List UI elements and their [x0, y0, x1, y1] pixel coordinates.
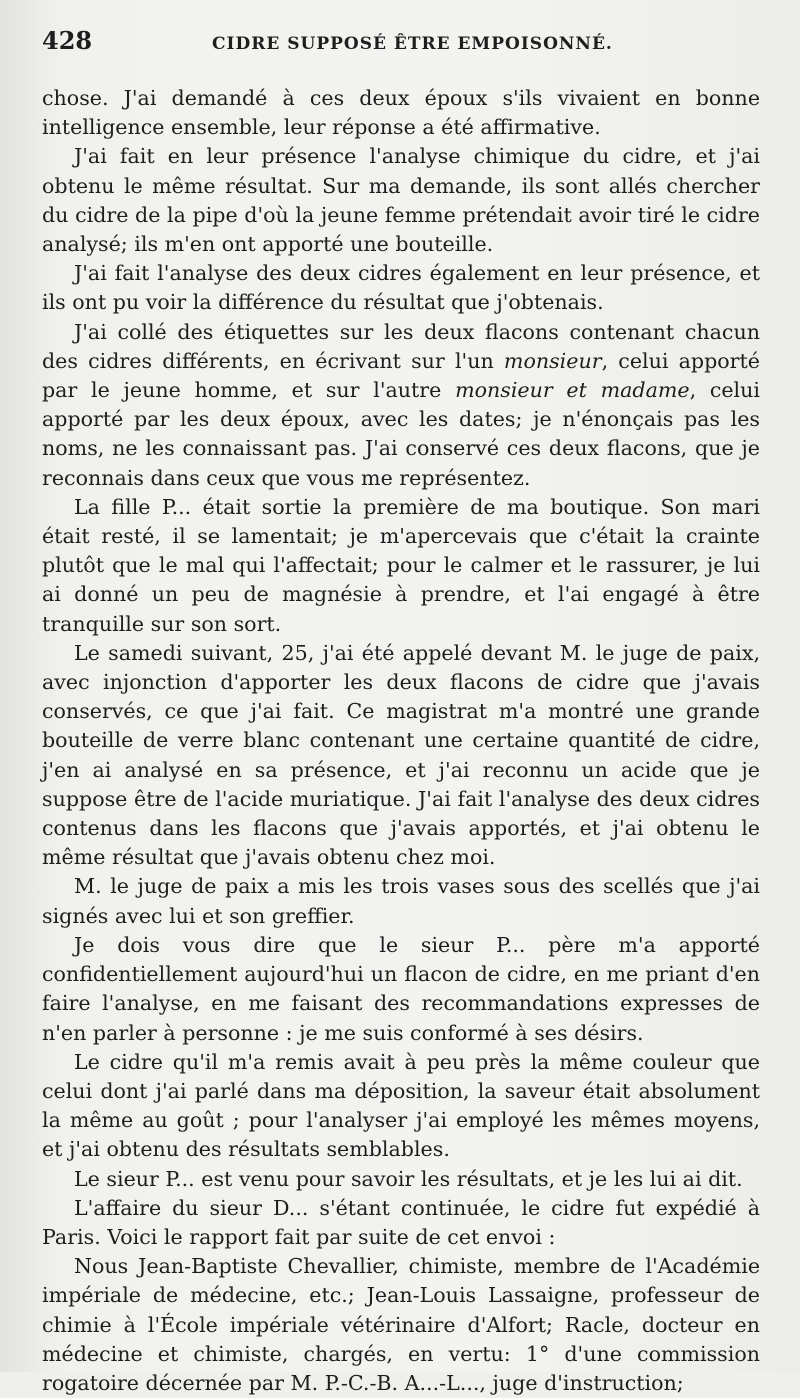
paragraph: chose. J'ai demandé à ces deux époux s'ils vivaient en bonne intelligence ensemble, leur réponse a été affirmative.	[42, 86, 760, 140]
paragraph: Je dois vous dire que le sieur P... père m'a apporté confidentiellement aujourd'hui un flacon de cidre, en me priant d'en faire l'analyse, en me faisant des recommandations expresses de n'en parler à personne : je me suis conformé à ses désirs.	[42, 932, 760, 1045]
paragraph-text: , celui apporté par le jeune homme, et sur l'autre	[42, 348, 760, 403]
paragraph: L'affaire du sieur D... s'étant continuée, le cidre fut expédié à Paris. Voici le rapport fait par suite de cet envoi :	[42, 1195, 760, 1249]
paragraph: Le cidre qu'il m'a remis avait à peu près la même couleur que celui dont j'ai parlé dans ma déposition, la saveur était absolument la même au goût ; pour l'analyser j'ai employé les mêmes moyens, et j'ai obtenu des résultats semblables.	[42, 1049, 760, 1162]
paragraph: M. le juge de paix a mis les trois vases sous des scellés que j'ai signés avec lui et son greffier.	[42, 874, 760, 928]
paragraph: Nous Jean-Baptiste Chevallier, chimiste, membre de l'Académie impériale de médecine, etc.; Jean-Louis Lassaigne, professeur de chimie à l'École impériale vétérinaire d'Alfort; Racle, docteur en médecine et chimiste, chargés, en vertu: 1° d'une commission rogatoire décernée par M. P.-C.-B. A...-L..., juge d'instruction;	[42, 1254, 760, 1395]
italic-label-monsieur: monsieur	[503, 348, 602, 373]
italic-label-monsieur-et-madame: monsieur et madame	[455, 378, 690, 403]
paragraph	[42, 318, 760, 493]
paragraph-text: , celui apporté par les deux époux, avec les dates; je n'énonçais pas les noms, ne les connaissant pas. J'ai conservé ces deux flacons, que je reconnais dans ceux que vous me représentez.	[42, 378, 760, 490]
page-number: 428	[42, 26, 93, 55]
page-header	[42, 26, 760, 84]
paragraph: J'ai fait l'analyse des deux cidres également en leur présence, et ils ont pu voir la différence du résultat que j'obtenais.	[42, 261, 760, 315]
paragraph: La fille P... était sortie la première de ma boutique. Son mari était resté, il se lamentait; je m'apercevais que c'était la crainte plutôt que le mal qui l'affectait; pour le calmer et le rassurer, je lui ai donné un peu de magnésie à prendre, et l'ai engagé à être tranquille sur son sort.	[42, 494, 760, 636]
body-text	[42, 84, 760, 1398]
paragraph: Le samedi suivant, 25, j'ai été appelé devant M. le juge de paix, avec injonction d'apporter les deux flacons de cidre que j'avais conservés, ce que j'ai fait. Ce magistrat m'a montré une grande bouteille de verre blanc contenant une certaine quantité de cidre, j'en ai analysé en sa présence, et j'ai reconnu un acide que je suppose être de l'acide muriatique. J'ai fait l'analyse des deux cidres contenus dans les flacons que j'avais apportés, et j'ai obtenu le même résultat que j'avais obtenu chez moi.	[42, 640, 760, 870]
paragraph-text: J'ai collé des étiquettes sur les deux flacons contenant chacun des cidres différents, en écrivant sur l'un	[42, 319, 760, 373]
paragraph: J'ai fait en leur présence l'analyse chimique du cidre, et j'ai obtenu le même résultat. Sur ma demande, ils sont allés chercher du cidre de la pipe d'où la jeune femme prétendait avoir tiré le cidre analysé; ils m'en ont apporté une bouteille.	[42, 144, 760, 257]
running-head: CIDRE SUPPOSÉ ÊTRE EMPOISONNÉ.	[212, 34, 613, 54]
paragraph: Le sieur P... est venu pour savoir les résultats, et je les lui ai dit.	[74, 1166, 743, 1191]
